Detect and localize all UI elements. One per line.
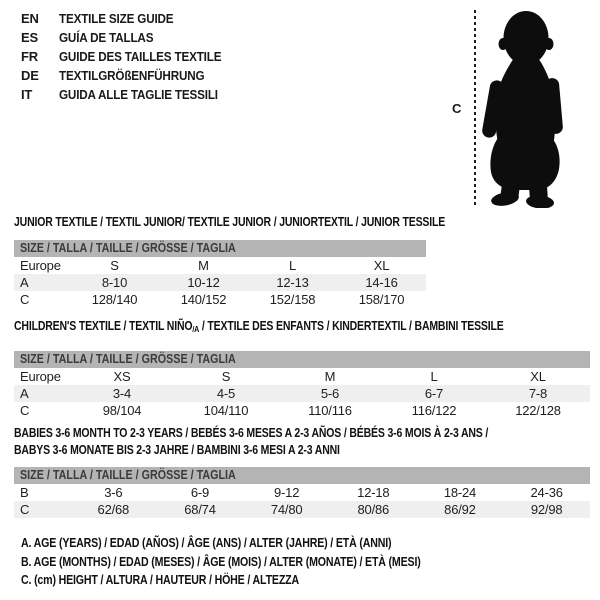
table-row bbox=[14, 484, 590, 501]
size-table-junior bbox=[14, 257, 426, 308]
size-header-bar bbox=[14, 351, 590, 368]
size-table-children bbox=[14, 368, 590, 419]
size-cell: 98/104 bbox=[102, 403, 142, 418]
language-row bbox=[21, 66, 239, 85]
size-cell: 6-9 bbox=[190, 485, 210, 500]
size-header-bar bbox=[14, 240, 426, 257]
language-row bbox=[21, 9, 239, 28]
row-label: C bbox=[20, 502, 30, 517]
language-list bbox=[21, 9, 239, 104]
table-row bbox=[14, 402, 590, 419]
language-row bbox=[21, 47, 239, 66]
legend-line-a: A. AGE (YEARS) / EDAD (AÑOS) / ÂGE (ANS) / ALTER (JAHRE) / ETÀ (ANNI) bbox=[21, 536, 392, 550]
size-header-text: SIZE / TALLA / TAILLE / GRÖSSE / TAGLIA bbox=[20, 352, 236, 366]
size-cell: 3-6 bbox=[104, 485, 123, 500]
size-header-bar bbox=[14, 467, 590, 484]
size-cell: 152/158 bbox=[269, 292, 316, 307]
baby-silhouette-icon bbox=[478, 8, 570, 208]
table-row bbox=[14, 274, 426, 291]
language-label: GUIDA ALLE TAGLIE TESSILI bbox=[59, 87, 218, 102]
row-label: C bbox=[20, 292, 30, 307]
table-title-line1: BABIES 3-6 MONTH TO 2-3 YEARS / BEBÉS 3-6 MESES A 2-3 AÑOS / BÉBÉS 3-6 MOIS À 2-3 ANS / bbox=[14, 426, 489, 440]
language-label: GUÍA DE TALLAS bbox=[59, 30, 154, 45]
row-label: B bbox=[20, 485, 29, 500]
height-label-c: C bbox=[452, 101, 462, 116]
size-cell: 80/86 bbox=[357, 502, 390, 517]
row-label: C bbox=[20, 403, 30, 418]
height-measure-dashed-line bbox=[474, 10, 476, 208]
language-code: EN bbox=[21, 11, 39, 26]
size-cell: 110/116 bbox=[308, 403, 352, 418]
size-table-babies bbox=[14, 484, 590, 518]
size-cell: 158/170 bbox=[358, 292, 405, 307]
size-cell: 10-12 bbox=[187, 275, 220, 290]
size-cell: 4-5 bbox=[216, 386, 236, 401]
language-label: TEXTILGRÖßENFÜHRUNG bbox=[59, 68, 205, 83]
size-cell: 9-12 bbox=[274, 485, 300, 500]
size-cell: XS bbox=[113, 369, 131, 384]
size-cell: 6-7 bbox=[424, 386, 444, 401]
size-cell: L bbox=[430, 369, 438, 384]
row-label: A bbox=[20, 386, 29, 401]
language-label: GUIDE DES TAILLES TEXTILE bbox=[59, 49, 222, 64]
table-title-text: CHILDREN'S TEXTILE / TEXTIL NIÑO bbox=[14, 319, 193, 333]
legend-line-c: C. (cm) HEIGHT / ALTURA / HAUTEUR / HÖHE / ALTEZZA bbox=[21, 573, 299, 587]
table-title bbox=[14, 319, 504, 336]
table-block-children bbox=[14, 319, 590, 419]
table-block-junior bbox=[14, 215, 446, 308]
table-title-text: / TEXTILE DES ENFANTS / KINDERTEXTIL / BAMBINI TESSILE bbox=[199, 319, 504, 333]
language-code: IT bbox=[21, 87, 33, 102]
size-cell: 122/128 bbox=[515, 403, 561, 418]
size-cell: 86/92 bbox=[444, 502, 476, 517]
size-cell: 18-24 bbox=[443, 485, 477, 500]
size-cell: L bbox=[288, 258, 297, 273]
legend bbox=[21, 534, 491, 590]
table-row bbox=[14, 257, 426, 274]
row-label: A bbox=[20, 275, 29, 290]
size-cell: 62/68 bbox=[97, 502, 130, 517]
size-cell: 14-16 bbox=[365, 275, 398, 290]
size-cell: 12-13 bbox=[276, 275, 309, 290]
size-cell: 128/140 bbox=[91, 292, 138, 307]
size-cell: 92/98 bbox=[530, 502, 563, 517]
table-title-subscript: /A bbox=[192, 324, 200, 334]
row-label: Europe bbox=[20, 258, 61, 273]
size-header-text: SIZE / TALLA / TAILLE / GRÖSSE / TAGLIA bbox=[20, 468, 236, 482]
table-block-babies bbox=[14, 425, 590, 518]
size-cell: S bbox=[221, 369, 231, 384]
size-cell: 8-10 bbox=[101, 275, 128, 290]
size-cell: XL bbox=[373, 258, 390, 273]
table-title bbox=[14, 425, 498, 459]
size-cell: 74/80 bbox=[270, 502, 303, 517]
legend-line-b: B. AGE (MONTHS) / EDAD (MESES) / ÂGE (MOIS) / ALTER (MONATE) / ETÀ (MESI) bbox=[21, 554, 421, 569]
row-label: Europe bbox=[20, 369, 61, 384]
language-label: TEXTILE SIZE GUIDE bbox=[59, 11, 174, 26]
size-cell: XL bbox=[530, 369, 546, 384]
size-cell: 140/152 bbox=[180, 292, 227, 307]
table-row bbox=[14, 385, 590, 402]
size-cell: 104/110 bbox=[203, 403, 249, 418]
size-cell: M bbox=[198, 258, 209, 273]
language-row bbox=[21, 28, 239, 47]
size-cell: M bbox=[324, 369, 336, 384]
table-row bbox=[14, 501, 590, 518]
size-cell: 68/74 bbox=[184, 502, 216, 517]
size-cell: 116/122 bbox=[411, 403, 457, 418]
size-cell: 12-18 bbox=[357, 485, 390, 500]
size-cell: 5-6 bbox=[320, 386, 340, 401]
size-cell: 7-8 bbox=[528, 386, 548, 401]
table-row bbox=[14, 368, 590, 385]
size-cell: 24-36 bbox=[530, 485, 563, 500]
size-cell: 3-4 bbox=[112, 386, 132, 401]
language-code: ES bbox=[21, 30, 38, 45]
language-code: DE bbox=[21, 68, 39, 83]
language-row bbox=[21, 85, 239, 104]
language-code: FR bbox=[21, 49, 38, 64]
table-row bbox=[14, 291, 426, 308]
size-cell: S bbox=[110, 258, 119, 273]
table-title-line2: BABYS 3-6 MONATE BIS 2-3 JAHRE / BAMBINI 3-6 MESI A 2-3 ANNI bbox=[14, 443, 340, 457]
size-header-text: SIZE / TALLA / TAILLE / GRÖSSE / TAGLIA bbox=[20, 241, 236, 255]
table-title: JUNIOR TEXTILE / TEXTIL JUNIOR/ TEXTILE JUNIOR / JUNIORTEXTIL / JUNIOR TESSILE bbox=[14, 215, 446, 229]
